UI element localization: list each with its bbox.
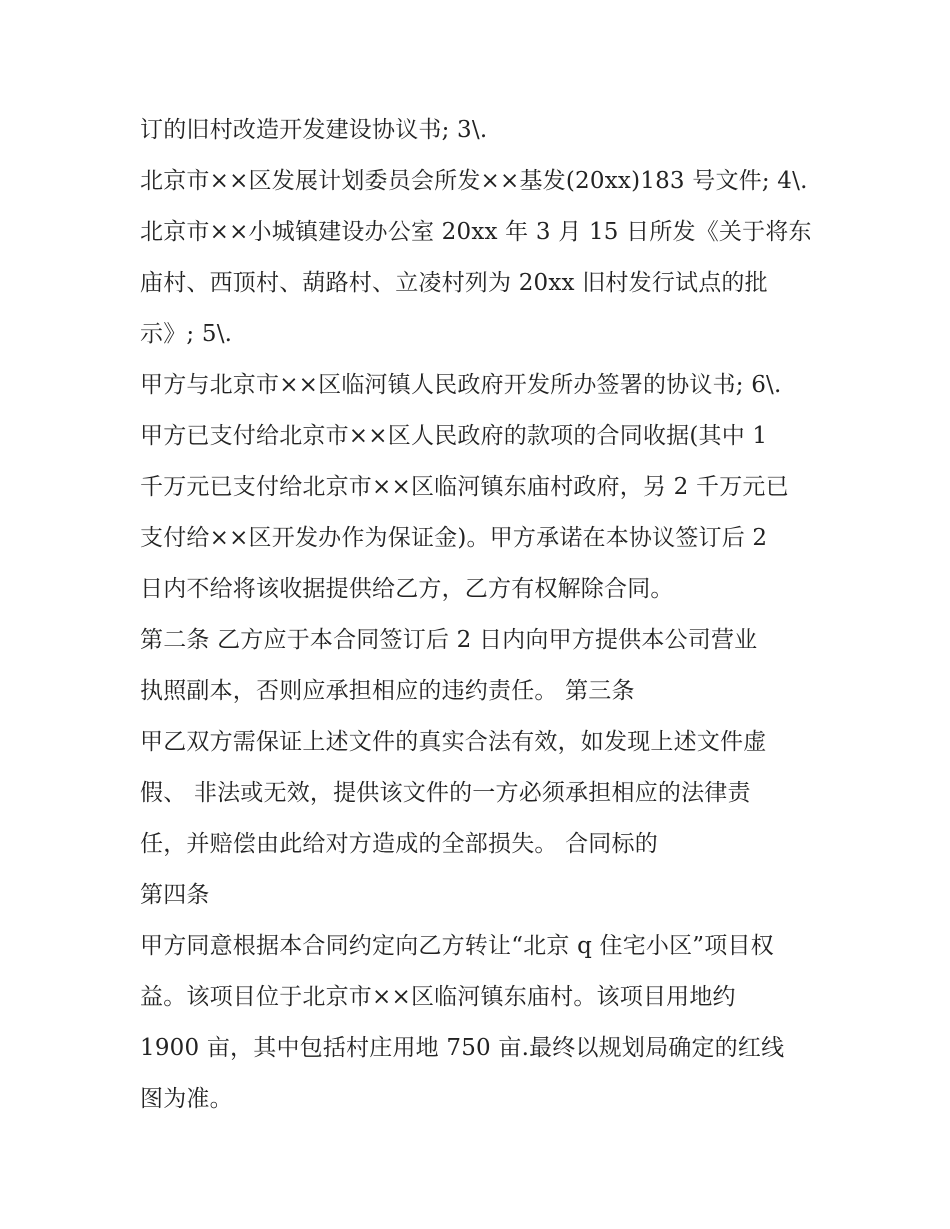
- text-line: 第四条: [140, 882, 210, 908]
- text-line: 日内不给将该收据提供给乙方，乙方有权解除合同。: [140, 576, 674, 602]
- text-line: 益。该项目位于北京市××区临河镇东庙村。该项目用地约: [140, 984, 736, 1010]
- text-line: 支付给××区开发办作为保证金)。甲方承诺在本协议签订后 2: [140, 525, 768, 551]
- text-line: 任，并赔偿由此给对方造成的全部损失。 合同标的: [140, 831, 658, 857]
- text-line: 千万元已支付给北京市××区临河镇东庙村政府，另 2 千万元已: [140, 474, 789, 500]
- text-line: 1900 亩，其中包括村庄用地 750 亩.最终以规划局确定的红线: [140, 1035, 785, 1061]
- text-line: 假、 非法或无效，提供该文件的一方必须承担相应的法律责: [140, 780, 751, 806]
- text-line: 甲乙双方需保证上述文件的真实合法有效，如发现上述文件虚: [140, 729, 767, 755]
- text-line: 甲方同意根据本合同约定向乙方转让“北京 q 住宅小区”项目权: [140, 933, 774, 959]
- text-line: 订的旧村改造开发建设协议书; 3\.: [140, 117, 488, 143]
- text-line: 甲方与北京市××区临河镇人民政府开发所办签署的协议书; 6\.: [140, 372, 782, 398]
- text-line: 北京市××区发展计划委员会所发××基发(20xx)183 号文件; 4\.: [140, 168, 808, 194]
- text-line: 甲方已支付给北京市××区人民政府的款项的合同收据(其中 1: [140, 423, 768, 449]
- text-line: 第二条 乙方应于本合同签订后 2 日内向甲方提供本公司营业: [140, 627, 758, 653]
- text-line: 庙村、西顶村、葫路村、立凌村列为 20xx 旧村发行试点的批: [140, 270, 768, 296]
- text-line: 图为准。: [140, 1086, 233, 1112]
- document-body: [140, 105, 840, 1125]
- text-line: 示》; 5\.: [140, 321, 233, 347]
- text-line: 执照副本，否则应承担相应的违约责任。 第三条: [140, 678, 635, 704]
- text-line: 北京市××小城镇建设办公室 20xx 年 3 月 15 日所发《关于将东: [140, 219, 812, 245]
